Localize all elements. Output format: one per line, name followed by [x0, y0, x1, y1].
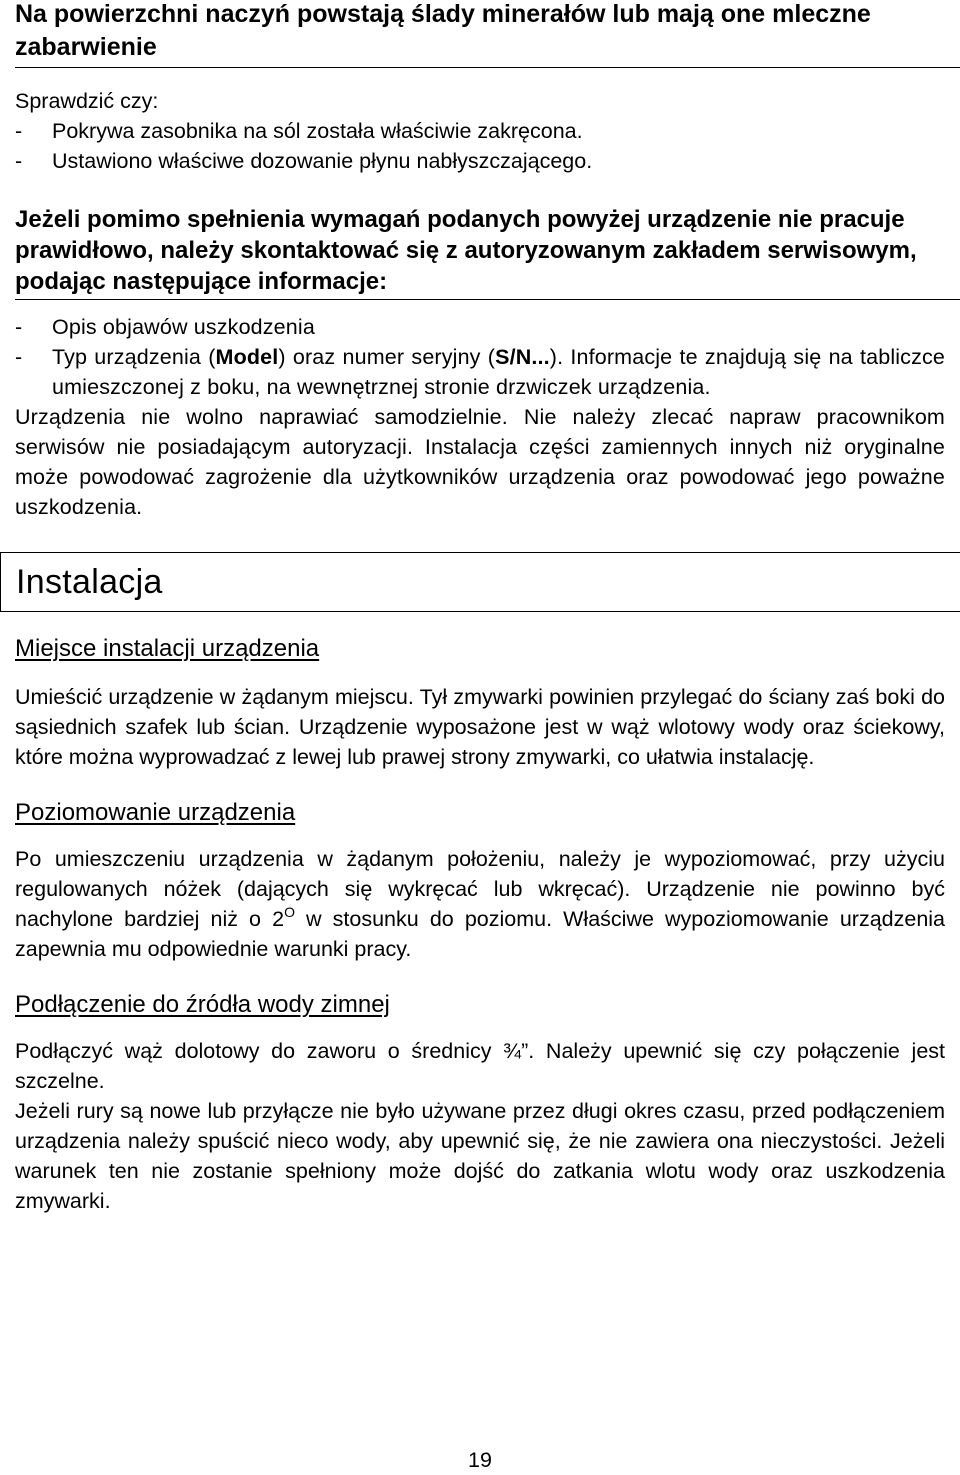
- service-contact-heading-text: Jeżeli pomimo spełnienia wymagań podanych powyżej urządzenie nie pracuje prawidłowo, należy skontaktować się z autoryzowanym zakładem serwisowym, podając następujące informacje:: [15, 206, 917, 295]
- installation-title-box: [0, 552, 960, 612]
- serial-prefix-text: ) oraz numer seryjny (: [278, 345, 496, 369]
- water-connection-text-2: Jeżeli rury są nowe lub przyłącze nie było używane przez długi okres czasu, przed podłączeniem urządzenia należy spuścić nieco wody, aby upewnić się, że nie zawiera ona nieczystości. Jeżeli warunek ten nie zostanie spełniony może dojść do zatkania wlotu wody oraz uszkodzenia zmywarki.: [15, 1099, 945, 1213]
- leveling-text-part1: Po umieszczeniu urządzenia w żądanym położeniu, należy je wypoziomować, przy użyciu regulowanych nóżek (dających się wykręcać lub wkręcać). Urządzenie nie powinno być nachylone bardziej niż o 2: [15, 847, 945, 931]
- list-item-text: Opis objawów uszkodzenia: [52, 315, 315, 339]
- check-intro: Sprawdzić czy:: [15, 89, 159, 113]
- list-item: [15, 342, 945, 402]
- degree-symbol: O: [284, 904, 295, 920]
- list-dash: -: [15, 345, 23, 369]
- repair-warning: Urządzenia nie wolno naprawiać samodzielnie. Nie należy zlecać napraw pracownikom serwisów nie posiadającym autoryzacji. Instalacja części zamiennych innych niż oryginalne może powodować zagrożenie dla użytkowników urządzenia oraz powodować jego poważne uszkodzenia.: [15, 405, 945, 519]
- leveling-text-part2: w stosunku do poziomu. Właściwe wypoziomowanie urządzenia zapewnia mu odpowiednie warunki pracy.: [15, 907, 946, 961]
- list-dash: -: [15, 149, 23, 173]
- manual-page: [15, 0, 945, 1216]
- section-title-mineral-traces: [15, 0, 960, 68]
- list-item-text: Pokrywa zasobnika na sól została właściwie zakręcona.: [52, 119, 583, 143]
- serial-label: S/N...: [495, 345, 550, 369]
- installation-place-text: Umieścić urządzenie w żądanym miejscu. Tył zmywarki powinien przylegać do ściany zaś boki do sąsiednich szafek lub ścian. Urządzenie wyposażone jest w wąż wlotowy wody oraz ściekowy, które można wyprowadzać z lewej lub prawej strony zmywarki, co ułatwia instalację.: [15, 685, 945, 769]
- model-prefix-text: Typ urządzenia (: [52, 345, 216, 369]
- water-connection-text-1: Podłączyć wąż dolotowy do zaworu o średnicy ¾”. Należy upewnić się czy połączenie jest szczelne.: [15, 1039, 945, 1093]
- service-contact-heading: [15, 204, 960, 300]
- list-item: [15, 312, 945, 342]
- list-dash: -: [15, 119, 23, 143]
- leveling-text: [15, 844, 945, 964]
- list-dash: -: [15, 315, 23, 339]
- list-item-text: Ustawiono właściwe dozowanie płynu nabłyszczającego.: [52, 149, 593, 173]
- list-item: [15, 146, 945, 176]
- list-item-text: [52, 342, 945, 402]
- model-label: Model: [215, 345, 279, 369]
- nameplate-info-text: ). Informacje te znajdują się na tabliczce umieszczonej z boku, na wewnętrznej stronie drzwiczek urządzenia.: [52, 345, 945, 399]
- page-number: 19: [468, 1448, 492, 1472]
- section-title-text: Na powierzchni naczyń powstają ślady minerałów lub mają one mleczne zabarwienie: [15, 0, 871, 61]
- water-connection-heading: Podłączenie do źródła wody zimnej: [15, 991, 390, 1018]
- installation-title: Instalacja: [16, 562, 163, 601]
- leveling-heading: Poziomowanie urządzenia: [15, 799, 296, 826]
- list-item: [15, 116, 945, 146]
- installation-place-heading: Miejsce instalacji urządzenia: [15, 635, 320, 662]
